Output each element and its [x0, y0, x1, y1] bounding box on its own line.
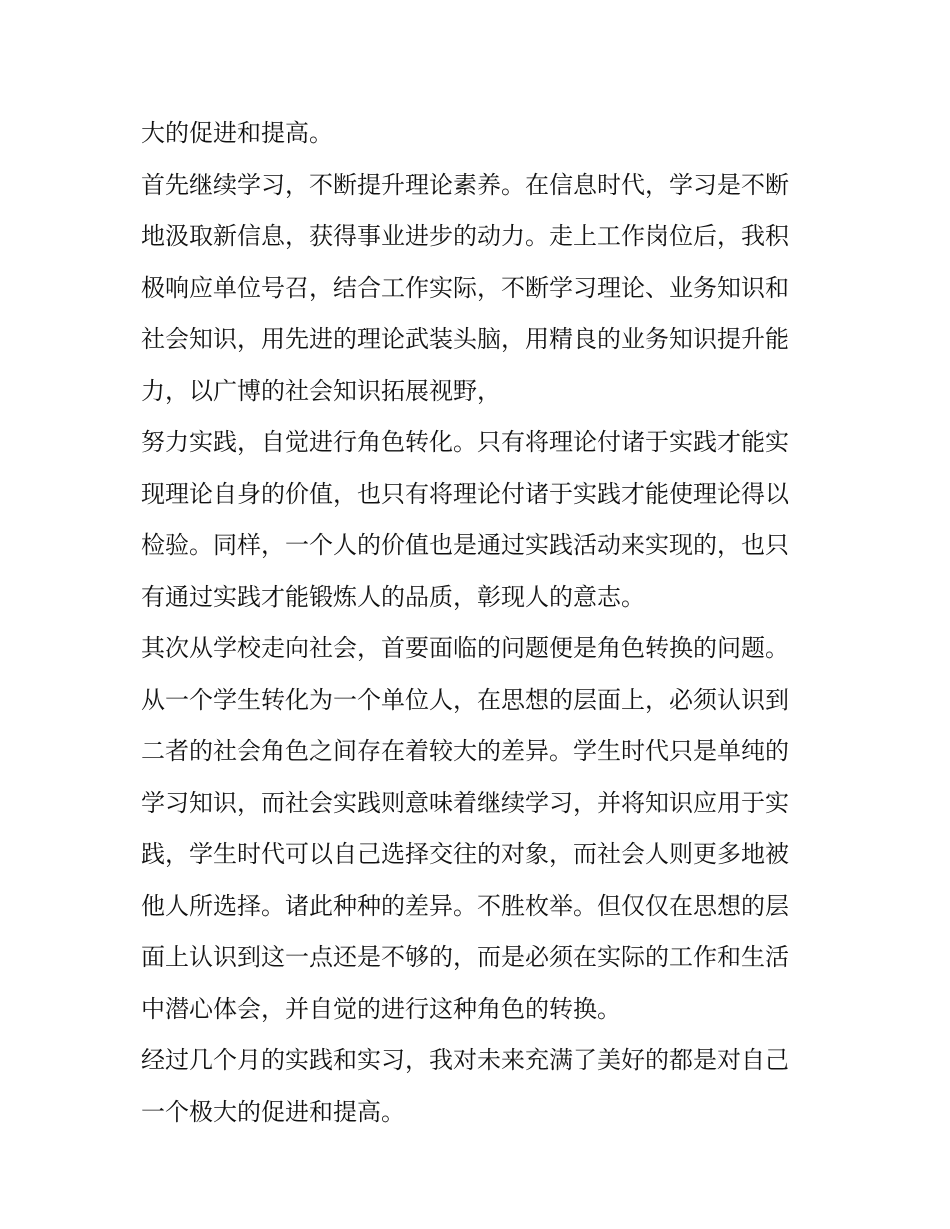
text-line: 努力实践，自觉进行角色转化。只有将理论付诸于实践才能实: [141, 428, 789, 456]
text-line: 经过几个月的实践和实习，我对未来充满了美好的都是对自己: [141, 1046, 789, 1074]
document-body: [141, 108, 821, 1138]
text-line: 首先继续学习，不断提升理论素养。在信息时代，学习是不断: [141, 170, 789, 199]
text-line: 学习知识，而社会实践则意味着继续学习，并将知识应用于实: [141, 788, 789, 817]
text-line: 从一个学生转化为一个单位人，在思想的层面上，必须认识到: [141, 685, 789, 714]
text-line: 面上认识到这一点还是不够的，而是必须在实际的工作和生活: [141, 943, 789, 971]
text-line: 二者的社会角色之间存在着较大的差异。学生时代只是单纯的: [141, 737, 789, 765]
text-line: 现理论自身的价值，也只有将理论付诸于实践才能使理论得以: [141, 479, 789, 508]
text-line: 中潜心体会，并自觉的进行这种角色的转换。: [141, 994, 621, 1023]
text-line: 践，学生时代可以自己选择交往的对象，而社会人则更多地被: [141, 840, 789, 868]
text-line: 地汲取新信息，获得事业进步的动力。走上工作岗位后，我积: [141, 222, 789, 250]
text-line: 他人所选择。诸此种种的差异。不胜枚举。但仅仅在思想的层: [141, 891, 789, 920]
text-line: 大的促进和提高。: [141, 119, 333, 147]
text-line: 检验。同样，一个人的价值也是通过实践活动来实现的，也只: [141, 531, 789, 559]
text-line: 社会知识，用先进的理论武装头脑，用精良的业务知识提升能: [141, 325, 789, 353]
text-line: 力，以广博的社会知识拓展视野，: [141, 376, 501, 405]
text-line: 极响应单位号召，结合工作实际，不断学习理论、业务知识和: [141, 273, 789, 302]
text-line: 一个极大的促进和提高。: [141, 1097, 405, 1126]
text-line: 有通过实践才能锻炼人的品质，彰现人的意志。: [141, 582, 645, 611]
text-line: 其次从学校走向社会，首要面临的问题便是角色转换的问题。: [141, 634, 789, 662]
